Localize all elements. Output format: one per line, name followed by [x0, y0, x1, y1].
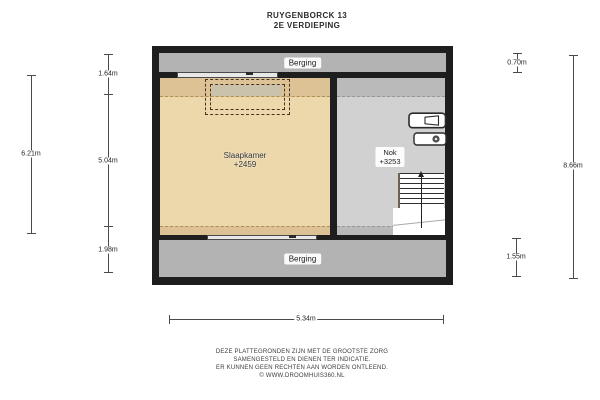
disclaimer-copyright: © WWW.DROOMHUIS360.NL: [259, 373, 345, 379]
room-nok: [337, 78, 445, 235]
stairs-walkline: [421, 174, 422, 228]
dim-label-left-top: 1.64m: [98, 70, 118, 78]
dim-label-right-total: 8.66m: [563, 162, 583, 170]
dim-tick: [27, 75, 36, 76]
room-slaapkamer: [160, 78, 330, 235]
disclaimer-line: DEZE PLATTEGRONDEN ZIJN MET DE GROOTSTE ZORG: [215, 349, 389, 355]
window-latch: [289, 235, 296, 238]
room-elevation: +3253: [379, 157, 401, 166]
disclaimer: [0, 348, 600, 380]
room-name: Nok: [383, 148, 397, 157]
dim-tick: [569, 278, 578, 279]
dim-tick: [513, 72, 522, 73]
dim-label-bottom-width: 5.34m: [296, 315, 316, 323]
dim-label-left-total: 6.21m: [21, 150, 41, 158]
dim-tick: [104, 272, 113, 273]
dim-tick: [569, 55, 578, 56]
room-label-nok: [375, 147, 404, 167]
dim-tick: [27, 233, 36, 234]
dim-tick: [104, 94, 113, 95]
window-latch: [246, 72, 253, 75]
floorplan-drawing: [152, 46, 453, 285]
dim-tick: [443, 315, 444, 324]
window-top: [177, 72, 278, 78]
disclaimer-line: ER KUNNEN GEEN RECHTEN AAN WORDEN ONTLEEND.: [216, 365, 388, 371]
ventilation-unit-icon: [413, 132, 447, 146]
plan-title: [0, 11, 600, 31]
stairwell-opening: [393, 208, 445, 235]
dim-tick: [104, 54, 113, 55]
boiler-icon: [408, 112, 447, 129]
room-berging-top: [159, 53, 446, 72]
window-bottom: [207, 235, 317, 240]
room-elevation: +2459: [233, 160, 257, 169]
disclaimer-line: SAMENGESTELD EN DIENEN TER INDICATIE.: [233, 357, 371, 363]
plan-title-address: RUYGENBORCK 13: [266, 11, 348, 20]
dim-label-right-top: 0.70m: [507, 59, 527, 67]
sloped-ceiling-strip-top: [337, 78, 445, 97]
stairs-up-arrow-icon: [418, 171, 424, 177]
dim-tick: [512, 276, 521, 277]
sloped-ceiling-strip-bottom: [160, 226, 330, 235]
dim-tick: [169, 315, 170, 324]
plan-title-floor: 2E VERDIEPING: [273, 21, 341, 30]
dim-label-right-bottom: 1.55m: [506, 253, 526, 261]
room-name: Slaapkamer: [223, 151, 267, 160]
dim-tick: [513, 53, 522, 54]
dormer-inner-outline: [210, 84, 285, 110]
room-berging-bottom: [159, 240, 446, 277]
dim-tick: [512, 238, 521, 239]
dim-label-left-bottom: 1.98m: [98, 246, 118, 254]
dim-label-left-middle: 5.04m: [98, 157, 118, 165]
room-label-slaapkamer: [224, 151, 267, 169]
room-label-berging-bottom: Berging: [284, 253, 322, 264]
dim-tick: [104, 226, 113, 227]
room-label-berging-top: Berging: [284, 57, 322, 68]
